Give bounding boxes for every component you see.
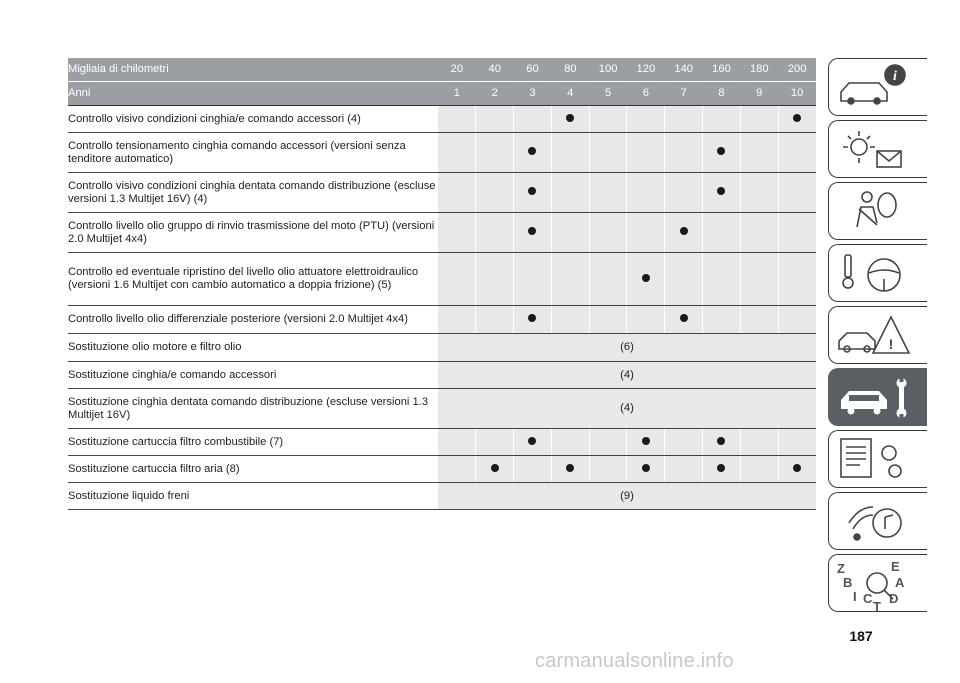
km-header-value: 160 bbox=[703, 58, 741, 82]
interval-cell bbox=[551, 456, 589, 483]
interval-cell bbox=[476, 173, 514, 213]
interval-cell bbox=[627, 213, 665, 253]
interval-cell bbox=[703, 456, 741, 483]
interval-cell bbox=[627, 456, 665, 483]
interval-cell bbox=[514, 213, 552, 253]
check-dot bbox=[642, 437, 650, 445]
table-row bbox=[68, 253, 816, 306]
check-dot bbox=[717, 464, 725, 472]
interval-cell bbox=[627, 133, 665, 173]
check-dot bbox=[680, 314, 688, 322]
km-header-value: 60 bbox=[514, 58, 552, 82]
interval-cell bbox=[514, 429, 552, 456]
interval-cell bbox=[589, 133, 627, 173]
km-header-value: 180 bbox=[740, 58, 778, 82]
table-row bbox=[68, 213, 816, 253]
interval-cell bbox=[476, 253, 514, 306]
row-label: Controllo visivo condizioni cinghia dentata comando distribuzione (escluse versioni 1.3 Multijet 16V) (4) bbox=[68, 173, 438, 213]
interval-cell bbox=[514, 133, 552, 173]
interval-cell bbox=[740, 133, 778, 173]
year-header-value: 3 bbox=[514, 82, 552, 106]
interval-cell bbox=[703, 213, 741, 253]
row-label: Controllo tensionamento cinghia comando accessori (versioni senza tenditore automatico) bbox=[68, 133, 438, 173]
alphabetical-index-icon bbox=[829, 555, 928, 613]
interval-cell bbox=[778, 133, 816, 173]
interval-note: (4) bbox=[438, 389, 816, 429]
interval-cell bbox=[438, 253, 476, 306]
tab-seatbelt-airbag[interactable] bbox=[828, 182, 927, 240]
check-dot bbox=[642, 464, 650, 472]
interval-cell bbox=[589, 253, 627, 306]
table-row bbox=[68, 306, 816, 334]
interval-cell bbox=[665, 429, 703, 456]
interval-cell bbox=[627, 173, 665, 213]
svg-text:C: C bbox=[863, 591, 873, 606]
interval-cell bbox=[589, 429, 627, 456]
interval-cell bbox=[551, 429, 589, 456]
interval-cell bbox=[627, 253, 665, 306]
check-dot bbox=[717, 147, 725, 155]
check-dot bbox=[717, 187, 725, 195]
interval-cell bbox=[514, 253, 552, 306]
interval-cell bbox=[476, 133, 514, 173]
km-header-value: 100 bbox=[589, 58, 627, 82]
interval-cell bbox=[778, 213, 816, 253]
interval-cell bbox=[438, 456, 476, 483]
row-label: Controllo ed eventuale ripristino del livello olio attuatore elettroidraulico (versioni 1.6 Multijet con cambio automatico a doppia frizione) (5) bbox=[68, 253, 438, 306]
interval-cell bbox=[740, 173, 778, 213]
km-header-value: 80 bbox=[551, 58, 589, 82]
svg-text:E: E bbox=[891, 559, 900, 574]
interval-cell bbox=[476, 213, 514, 253]
maintenance-schedule-table bbox=[68, 58, 816, 510]
interval-cell bbox=[438, 106, 476, 133]
row-label: Controllo livello olio differenziale posteriore (versioni 2.0 Multijet 4x4) bbox=[68, 306, 438, 334]
interval-cell bbox=[589, 173, 627, 213]
interval-cell bbox=[476, 429, 514, 456]
interval-cell bbox=[438, 213, 476, 253]
chapter-tabs bbox=[828, 58, 928, 616]
check-dot bbox=[528, 187, 536, 195]
tab-warning-light-message[interactable] bbox=[828, 120, 927, 178]
interval-cell bbox=[551, 173, 589, 213]
check-dot bbox=[528, 437, 536, 445]
interval-cell bbox=[778, 429, 816, 456]
interval-cell bbox=[551, 213, 589, 253]
interval-cell bbox=[665, 456, 703, 483]
interval-cell bbox=[665, 173, 703, 213]
year-header-value: 7 bbox=[665, 82, 703, 106]
car-wrench-maintenance-icon bbox=[829, 369, 928, 427]
interval-cell bbox=[665, 213, 703, 253]
interval-cell bbox=[589, 106, 627, 133]
watermark: carmanualsonline.info bbox=[535, 650, 734, 672]
check-dot bbox=[793, 114, 801, 122]
interval-cell bbox=[778, 306, 816, 334]
interval-cell bbox=[476, 106, 514, 133]
table-row bbox=[68, 334, 816, 362]
row-label: Sostituzione cartuccia filtro combustibile (7) bbox=[68, 429, 438, 456]
table-row bbox=[68, 173, 816, 213]
svg-text:D: D bbox=[889, 591, 899, 606]
interval-cell bbox=[589, 306, 627, 334]
interval-cell bbox=[438, 306, 476, 334]
interval-cell bbox=[589, 456, 627, 483]
interval-cell bbox=[703, 429, 741, 456]
row-label: Controllo visivo condizioni cinghia/e comando accessori (4) bbox=[68, 106, 438, 133]
interval-cell bbox=[514, 106, 552, 133]
interval-note: (6) bbox=[438, 334, 816, 362]
year-header-value: 10 bbox=[778, 82, 816, 106]
tab-key-steering-wheel[interactable] bbox=[828, 244, 927, 302]
interval-cell bbox=[740, 306, 778, 334]
interval-cell bbox=[665, 106, 703, 133]
km-header-value: 200 bbox=[778, 58, 816, 82]
interval-cell bbox=[665, 306, 703, 334]
tab-car-wrench-maintenance[interactable] bbox=[828, 368, 927, 426]
interval-cell bbox=[551, 253, 589, 306]
row-label: Sostituzione liquido freni bbox=[68, 483, 438, 510]
multimedia-music-icon bbox=[829, 493, 928, 551]
row-label: Controllo livello olio gruppo di rinvio trasmissione del moto (PTU) (versioni 2.0 Multijet 4x4) bbox=[68, 213, 438, 253]
check-dot bbox=[566, 464, 574, 472]
key-steering-wheel-icon bbox=[829, 245, 928, 303]
tab-data-gear[interactable] bbox=[828, 430, 927, 488]
interval-cell bbox=[778, 173, 816, 213]
interval-cell bbox=[740, 213, 778, 253]
interval-note: (4) bbox=[438, 362, 816, 389]
interval-cell bbox=[476, 306, 514, 334]
check-dot bbox=[528, 227, 536, 235]
interval-note: (9) bbox=[438, 483, 816, 510]
check-dot bbox=[528, 147, 536, 155]
years-header-label: Anni bbox=[68, 82, 438, 106]
year-header-value: 1 bbox=[438, 82, 476, 106]
svg-text:T: T bbox=[873, 599, 881, 613]
year-header-value: 2 bbox=[476, 82, 514, 106]
table-row bbox=[68, 133, 816, 173]
row-label: Sostituzione cartuccia filtro aria (8) bbox=[68, 456, 438, 483]
car-info-icon bbox=[829, 59, 928, 117]
row-label: Sostituzione olio motore e filtro olio bbox=[68, 334, 438, 362]
year-header-value: 4 bbox=[551, 82, 589, 106]
check-dot bbox=[528, 314, 536, 322]
interval-cell bbox=[740, 106, 778, 133]
check-dot bbox=[680, 227, 688, 235]
seatbelt-airbag-icon bbox=[829, 183, 928, 241]
tab-alphabetical-index[interactable] bbox=[828, 554, 927, 612]
interval-cell bbox=[778, 456, 816, 483]
check-dot bbox=[717, 437, 725, 445]
interval-cell bbox=[703, 133, 741, 173]
interval-cell bbox=[514, 306, 552, 334]
interval-cell bbox=[514, 173, 552, 213]
interval-cell bbox=[778, 106, 816, 133]
svg-text:i: i bbox=[893, 69, 897, 84]
data-gear-icon bbox=[829, 431, 928, 489]
interval-cell bbox=[665, 133, 703, 173]
interval-cell bbox=[740, 429, 778, 456]
km-header-label: Migliaia di chilometri bbox=[68, 58, 438, 82]
svg-text:Z: Z bbox=[837, 561, 845, 576]
km-header-value: 140 bbox=[665, 58, 703, 82]
page-number: 187 bbox=[849, 628, 873, 644]
tab-car-info[interactable] bbox=[828, 58, 927, 116]
km-header-value: 40 bbox=[476, 58, 514, 82]
interval-cell bbox=[703, 306, 741, 334]
interval-cell bbox=[778, 253, 816, 306]
interval-cell bbox=[438, 133, 476, 173]
header-km-row bbox=[68, 58, 816, 82]
check-dot bbox=[793, 464, 801, 472]
table-row bbox=[68, 106, 816, 133]
year-header-value: 8 bbox=[703, 82, 741, 106]
interval-cell bbox=[627, 429, 665, 456]
row-label: Sostituzione cinghia/e comando accessori bbox=[68, 362, 438, 389]
interval-cell bbox=[514, 456, 552, 483]
table-row bbox=[68, 429, 816, 456]
interval-cell bbox=[438, 173, 476, 213]
interval-cell bbox=[551, 106, 589, 133]
svg-text:!: ! bbox=[888, 336, 894, 352]
interval-cell bbox=[438, 429, 476, 456]
warning-light-message-icon bbox=[829, 121, 928, 179]
table-row bbox=[68, 483, 816, 510]
interval-cell bbox=[703, 106, 741, 133]
svg-text:I: I bbox=[853, 589, 857, 604]
table-row bbox=[68, 389, 816, 429]
interval-cell bbox=[627, 306, 665, 334]
km-header-value: 120 bbox=[627, 58, 665, 82]
table-row bbox=[68, 456, 816, 483]
interval-cell bbox=[740, 456, 778, 483]
svg-text:A: A bbox=[895, 575, 905, 590]
table-row bbox=[68, 362, 816, 389]
interval-cell bbox=[703, 173, 741, 213]
interval-cell bbox=[703, 253, 741, 306]
year-header-value: 5 bbox=[589, 82, 627, 106]
row-label: Sostituzione cinghia dentata comando distribuzione (escluse versioni 1.3 Multijet 16V) bbox=[68, 389, 438, 429]
interval-cell bbox=[740, 253, 778, 306]
interval-cell bbox=[476, 456, 514, 483]
header-years-row bbox=[68, 82, 816, 106]
tab-car-crash-warning[interactable] bbox=[828, 306, 927, 364]
tab-multimedia-music[interactable] bbox=[828, 492, 927, 550]
check-dot bbox=[566, 114, 574, 122]
year-header-value: 9 bbox=[740, 82, 778, 106]
interval-cell bbox=[627, 106, 665, 133]
check-dot bbox=[642, 274, 650, 282]
interval-cell bbox=[589, 213, 627, 253]
car-crash-warning-icon bbox=[829, 307, 928, 365]
svg-text:B: B bbox=[843, 575, 853, 590]
km-header-value: 20 bbox=[438, 58, 476, 82]
check-dot bbox=[491, 464, 499, 472]
interval-cell bbox=[551, 133, 589, 173]
interval-cell bbox=[551, 306, 589, 334]
interval-cell bbox=[665, 253, 703, 306]
year-header-value: 6 bbox=[627, 82, 665, 106]
